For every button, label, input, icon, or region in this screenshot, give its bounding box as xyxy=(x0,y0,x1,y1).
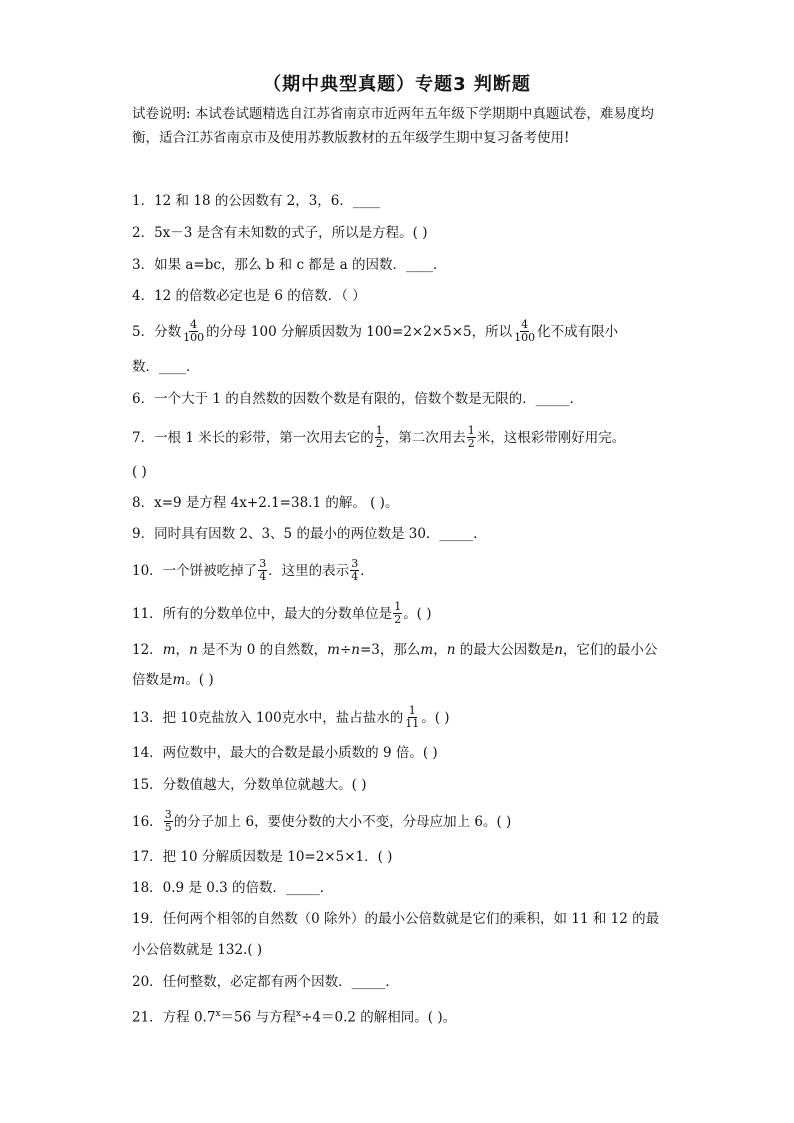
q21-text-b: ＝56 与方程 xyxy=(220,1009,297,1026)
q21-text-c: ÷4＝0.2 的解相同。( )。 xyxy=(301,1009,457,1026)
q11-fraction-denominator: 2 xyxy=(394,613,402,626)
question-7-continued: ( ) xyxy=(132,464,147,480)
question-9: 9．同时具有因数 2、3、5 的最小的两位数是 30．_____． xyxy=(132,526,487,542)
q5-fraction-2-denominator: 100 xyxy=(514,331,536,344)
q5-text-a: 5．分数 xyxy=(132,324,182,340)
q21-text-a: 21．方程 0.7 xyxy=(132,1009,216,1026)
q7-fraction-2-numerator: 1 xyxy=(467,424,475,437)
q12-text-f: 倍数是 xyxy=(132,672,173,688)
q16-text-b: 的分子加上 6，要使分数的大小不变，分母应加上 6。( ) xyxy=(173,814,512,830)
question-16 xyxy=(132,810,692,835)
q10-text-b: ．这里的表示 xyxy=(268,563,350,579)
question-8: 8．x=9 是方程 4x+2.1=38.1 的解。 ( )。 xyxy=(132,495,399,511)
q16-text-a: 16． xyxy=(132,814,163,830)
q12-var-m-2: m xyxy=(420,642,434,658)
question-20: 20．任何整数，必定都有两个因数．_____． xyxy=(132,974,399,990)
question-12 xyxy=(132,640,692,660)
question-12-continued xyxy=(132,670,692,690)
q21-var-x-2: x xyxy=(296,1009,302,1019)
q5-fraction-1-numerator: 4 xyxy=(190,318,198,331)
q13-text-a: 13．把 10克盐放入 100克水中，盐占盐水的 xyxy=(132,710,404,726)
q12-var-m: m xyxy=(162,642,176,658)
q7-fraction-1-denominator: 2 xyxy=(375,437,383,450)
q12-text-d: 的最大公因数是 xyxy=(455,642,555,658)
q16-fraction xyxy=(164,809,173,834)
q12-var-n: n xyxy=(189,642,198,658)
q10-fraction-2-numerator: 3 xyxy=(351,557,359,570)
q12-text-a: 12． xyxy=(132,642,163,658)
q12-var-n-2: n xyxy=(446,642,456,658)
q12-text-e: ，它们的最小公 xyxy=(562,642,658,658)
q10-fraction-2 xyxy=(350,558,359,583)
q16-fraction-denominator: 5 xyxy=(164,821,172,834)
q12-expression: m÷n xyxy=(327,642,360,658)
question-17: 17．把 10 分解质因数是 10=2×5×1．( ) xyxy=(132,849,393,865)
question-5-continued: 数．____． xyxy=(132,359,200,375)
question-1: 1．12 和 18 的公因数有 2，3，6．____ xyxy=(132,193,380,209)
question-13 xyxy=(132,706,692,731)
q10-fraction-1-denominator: 4 xyxy=(259,570,267,583)
q11-fraction-numerator: 1 xyxy=(394,600,402,613)
q7-fraction-1-numerator: 1 xyxy=(375,424,383,437)
question-11 xyxy=(132,602,692,627)
q7-fraction-1 xyxy=(375,425,384,450)
question-2: 2．5x－3 是含有未知数的式子，所以是方程。( ) xyxy=(132,225,428,241)
question-21 xyxy=(132,1004,692,1028)
question-19-continued: 小公倍数就是 132.( ) xyxy=(132,942,263,958)
q12-var-m-3: m xyxy=(172,672,186,688)
question-18: 18．0.9 是 0.3 的倍数．_____． xyxy=(132,880,334,896)
q5-fraction-2-numerator: 4 xyxy=(521,318,529,331)
q10-text-c: ． xyxy=(360,563,374,579)
question-6: 6．一个大于 1 的自然数的因数个数是有限的，倍数个数是无限的．_____． xyxy=(132,391,584,407)
q5-text-c: 化不成有限小 xyxy=(537,324,619,340)
q10-fraction-1 xyxy=(258,558,267,583)
q12-var-n-3: n xyxy=(554,642,563,658)
q12-sep: ， xyxy=(175,642,189,658)
q12-text-c: =3，那么 xyxy=(359,642,421,658)
q12-text-b: 是不为 0 的自然数， xyxy=(197,642,328,658)
paper-instructions: 试卷说明: 本试卷试题精选自江苏省南京市近两年五年级下学期期中真题试卷，难易度均衡，适合江苏省南京市及使用苏教版教材的五年级学生期中复习备考使用! xyxy=(132,106,654,146)
question-5 xyxy=(132,320,692,345)
question-19: 19．任何两个相邻的自然数（0 除外）的最小公倍数就是它们的乘积，如 11 和 12 的最 xyxy=(132,911,660,927)
q13-text-b: 。( ) xyxy=(421,710,450,726)
q7-fraction-2-denominator: 2 xyxy=(467,437,475,450)
q7-text-a: 7．一根 1 米长的彩带，第一次用去它的 xyxy=(132,430,374,446)
q5-fraction-1 xyxy=(182,319,205,344)
q7-text-c: 米，这根彩带刚好用完。 xyxy=(476,430,626,446)
question-4: 4．12 的倍数必定也是 6 的倍数．（ ） xyxy=(132,288,366,304)
q11-fraction xyxy=(393,601,402,626)
q12-sep-2: ， xyxy=(433,642,447,658)
q13-fraction-numerator: 1 xyxy=(408,704,416,717)
q11-text-b: 。( ) xyxy=(403,606,432,622)
q5-fraction-1-denominator: 100 xyxy=(183,331,205,344)
question-14: 14．两位数中，最大的合数是最小质数的 9 倍。( ) xyxy=(132,745,438,761)
q10-text-a: 10．一个饼被吃掉了 xyxy=(132,563,258,579)
page-title: （期中典型真题）专题3 判断题 xyxy=(263,74,531,95)
question-10 xyxy=(132,559,692,584)
q10-fraction-1-numerator: 3 xyxy=(259,557,267,570)
q16-fraction-numerator: 3 xyxy=(164,808,172,821)
question-3: 3．如果 a=bc，那么 b 和 c 都是 a 的因数．____． xyxy=(132,257,447,273)
q7-fraction-2 xyxy=(467,425,476,450)
q11-text-a: 11．所有的分数单位中，最大的分数单位是 xyxy=(132,606,393,622)
q5-text-b: 的分母 100 分解质因数为 100=2×2×5×5，所以 xyxy=(206,324,513,340)
q12-text-g: 。( ) xyxy=(185,672,214,688)
q7-text-b: ，第二次用去 xyxy=(384,430,466,446)
q13-fraction xyxy=(404,705,420,730)
question-7 xyxy=(132,426,692,451)
q10-fraction-2-denominator: 4 xyxy=(351,570,359,583)
q21-var-x-1: x xyxy=(215,1009,221,1019)
q5-fraction-2 xyxy=(513,319,536,344)
question-15: 15．分数值越大，分数单位就越大。( ) xyxy=(132,777,367,793)
q13-fraction-denominator: 11 xyxy=(405,717,420,730)
